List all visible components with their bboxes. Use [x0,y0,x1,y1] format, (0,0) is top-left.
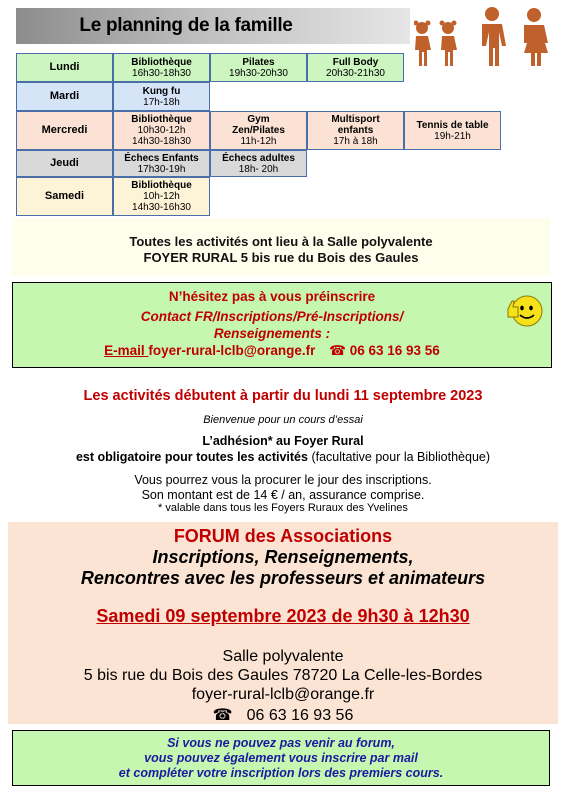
activity-pilates [210,53,307,82]
preregister-heading: N’hésitez pas à vous préinscrire [168,289,376,304]
day-label: Mercredi [41,124,88,136]
activity-time: 14h30-16h30 [132,202,191,213]
procure-line-1: Vous pourrez vous la procurer le jour des inscriptions. [134,473,432,487]
title-bar [16,8,410,44]
contact-line-3: Renseignements : [213,326,331,341]
activity-time: 17h30-19h [137,163,186,175]
bottom-line-3: et compléter votre inscription lors des premiers cours. [118,766,444,780]
activity-name: Tennis de table [416,119,489,131]
email-label: E-mail [104,343,149,358]
activity-name: Échecs adultes [222,152,295,164]
activity-bibliotheque-mercredi [113,111,210,150]
activity-echecs-enfants [113,150,210,177]
activity-bibliotheque-samedi [113,177,210,216]
activity-name: Zen/Pilates [232,125,285,136]
bottom-line-1: Si vous ne pouvez pas venir au forum, [167,736,395,750]
activity-time: 20h30-21h30 [326,67,385,79]
footnote: * valable dans tous les Foyers Ruraux des Yvelines [158,502,408,514]
bottom-note [12,730,550,786]
activity-gym-zen-pilates [210,111,307,150]
adhesion-line-1: L’adhésion* au Foyer Rural [202,434,364,448]
activity-name: enfants [337,125,374,136]
email-link[interactable]: foyer-rural-lclb@orange.fr [148,343,316,358]
activity-time: 19h-21h [434,130,471,142]
activity-name: Pilates [242,56,275,68]
activity-bibliotheque-lundi [113,53,210,82]
phone-icon: ☎ [329,343,346,358]
start-section [0,384,566,524]
forum-phone: 06 63 16 93 56 [246,707,354,724]
activity-name: Bibliothèque [131,180,192,191]
activity-time: 14h30-18h30 [132,136,191,147]
day-label: Lundi [49,61,80,73]
activity-time: 10h-12h [143,191,180,202]
activity-name: Multisport [331,114,380,125]
forum-address: 5 bis rue du Bois des Gaules 78720 La Celle-les-Bordes [83,667,483,684]
activity-echecs-adultes [210,150,307,177]
activity-full-body [307,53,404,82]
contact-line-2: Contact FR/Inscriptions/Pré-Inscriptions/ [140,309,404,324]
bottom-line-2: vous pouvez également vous inscrire par mail [144,751,418,765]
procure-line-2: Son montant est de 14 € / an, assurance comprise. [141,488,425,502]
start-headline: Les activités débutent à partir du lundi 11 septembre 2023 [83,388,483,404]
phone-number: 06 63 16 93 56 [349,343,440,358]
day-mercredi [16,111,113,150]
forum-email[interactable]: foyer-rural-lclb@orange.fr [191,686,375,703]
activity-tennis-de-table [404,111,501,150]
forum-subtitle-2: Rencontres avec les professeurs et animateurs [80,568,486,588]
forum-subtitle-1: Inscriptions, Renseignements, [152,547,414,567]
day-label: Mardi [49,90,80,102]
day-label: Jeudi [50,157,79,169]
forum-phone-line [8,705,558,725]
activity-multisport-enfants [307,111,404,150]
activity-time: 10h30-12h [137,125,186,136]
day-jeudi [16,150,113,177]
forum-block [8,522,558,724]
activity-name: Échecs Enfants [124,152,199,164]
activity-time: 17h-18h [143,96,180,108]
family-icon [414,6,562,68]
activity-time: 19h30-20h30 [229,67,288,79]
welcome-text: Bienvenue pour un cours d’essai [203,414,363,426]
day-samedi [16,177,113,216]
contact-line-email [0,343,551,359]
page-title: Le planning de la famille [79,15,293,36]
forum-venue: Salle polyvalente [222,648,344,665]
forum-date: Samedi 09 septembre 2023 de 9h30 à 12h30 [96,606,470,626]
adhesion-optional: (facultative pour la Bibliothèque) [307,450,491,464]
thumbs-up-smiley-icon [505,289,545,329]
location-info [12,218,550,276]
activity-name: Bibliothèque [131,114,192,125]
activity-time: 16h30-18h30 [132,67,191,79]
forum-title: FORUM des Associations [173,526,393,546]
activity-time: 11h-12h [240,136,277,147]
activity-name: Kung fu [142,85,181,97]
contact-block [12,282,552,368]
adhesion-mandatory: est obligatoire pour toutes les activités [75,450,308,464]
activity-name: Gym [247,114,270,125]
location-line-2: FOYER RURAL 5 bis rue du Bois des Gaules [143,250,419,265]
adhesion-line-2 [0,450,566,464]
day-mardi [16,82,113,111]
day-label: Samedi [44,190,85,202]
activity-name: Full Body [332,56,379,68]
activity-time: 18h- 20h [238,163,279,175]
activity-time: 17h à 18h [333,136,378,147]
activity-kung-fu [113,82,210,111]
day-lundi [16,53,113,82]
location-line-1: Toutes les activités ont lieu à la Salle polyvalente [129,234,433,249]
activity-name: Bibliothèque [131,56,192,68]
phone-icon: ☎ [212,707,233,724]
